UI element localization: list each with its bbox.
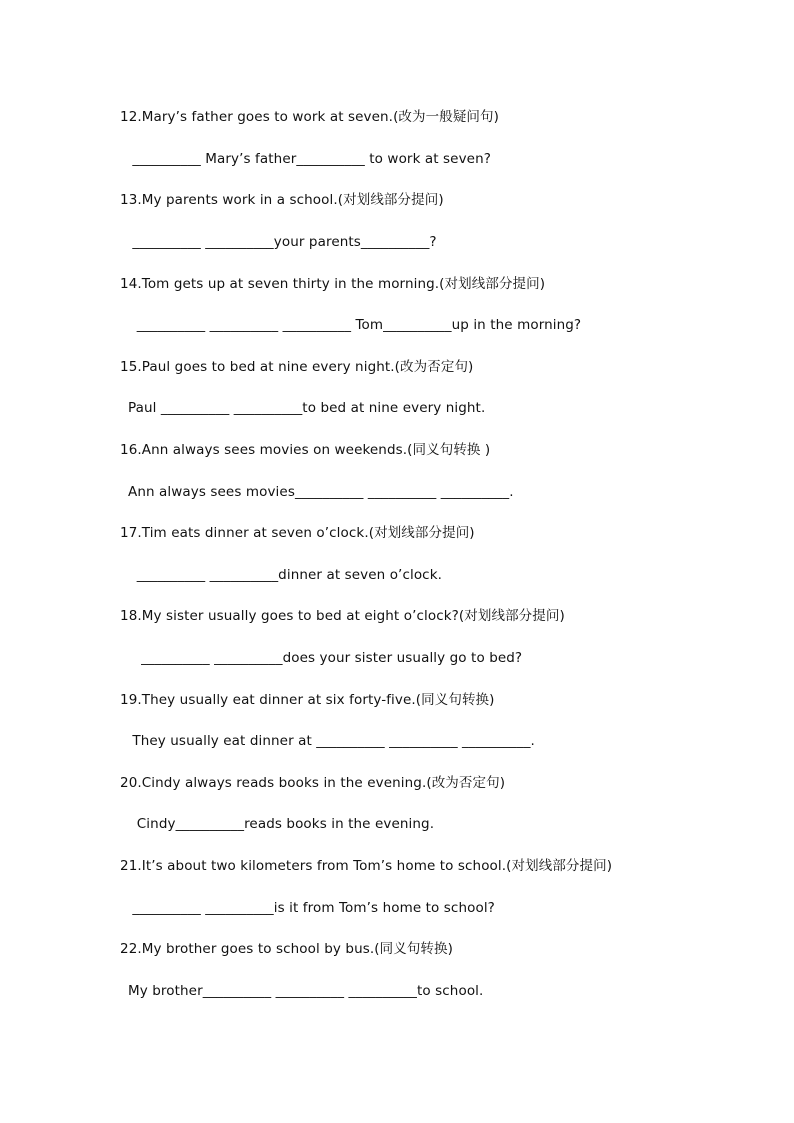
question-21: 21.It’s about two kilometers from Tom’s home to school.(对划线部分提问) bbox=[120, 858, 613, 874]
answer-16: Ann always sees movies__________ __________ __________. bbox=[128, 484, 514, 500]
answer-22: My brother__________ __________ __________to school. bbox=[128, 983, 484, 999]
answer-17: __________ __________dinner at seven o’clock. bbox=[128, 567, 443, 583]
answer-18: __________ __________does your sister usually go to bed? bbox=[128, 650, 523, 666]
question-22: 22.My brother goes to school by bus.(同义句转换) bbox=[120, 941, 453, 957]
answer-19: They usually eat dinner at __________ __________ __________. bbox=[128, 733, 535, 749]
question-20: 20.Cindy always reads books in the evening.(改为否定句) bbox=[120, 775, 506, 791]
answer-20: Cindy__________reads books in the evening. bbox=[128, 816, 435, 832]
question-14: 14.Tom gets up at seven thirty in the morning.(对划线部分提问) bbox=[120, 276, 546, 292]
question-12: 12.Mary’s father goes to work at seven.(改为一般疑问句) bbox=[120, 109, 500, 125]
question-15: 15.Paul goes to bed at nine every night.(改为否定句) bbox=[120, 359, 474, 375]
answer-15: Paul __________ __________to bed at nine every night. bbox=[128, 400, 486, 416]
question-13: 13.My parents work in a school.(对划线部分提问) bbox=[120, 192, 444, 208]
question-19: 19.They usually eat dinner at six forty-five.(同义句转换) bbox=[120, 692, 495, 708]
answer-12: __________ Mary’s father__________ to work at seven? bbox=[128, 151, 491, 167]
question-16: 16.Ann always sees movies on weekends.(同义句转换 ) bbox=[120, 442, 491, 458]
answer-13: __________ __________your parents__________? bbox=[128, 234, 437, 250]
question-17: 17.Tim eats dinner at seven o’clock.(对划线部分提问) bbox=[120, 525, 475, 541]
answer-21: __________ __________is it from Tom’s home to school? bbox=[128, 900, 495, 916]
answer-14: __________ __________ __________ Tom__________up in the morning? bbox=[128, 317, 582, 333]
question-18: 18.My sister usually goes to bed at eight o’clock?(对划线部分提问) bbox=[120, 608, 565, 624]
